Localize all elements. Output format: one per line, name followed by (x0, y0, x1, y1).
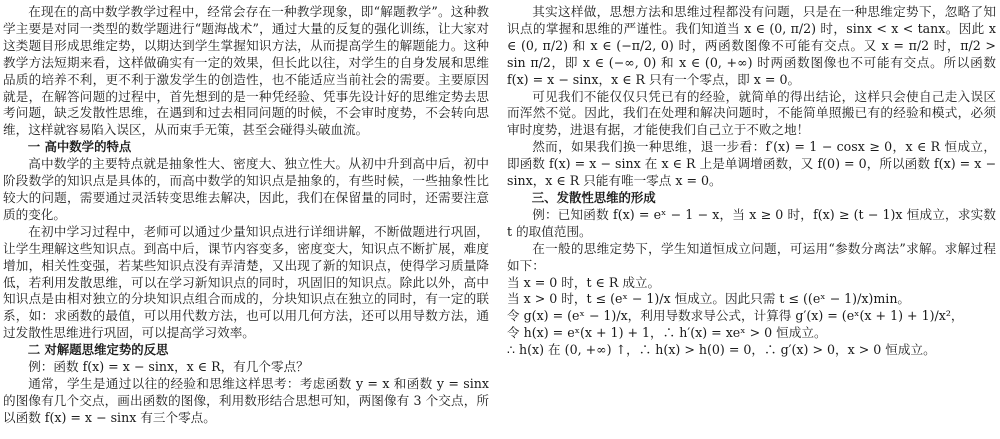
solution-step-5: ∴ h(x) 在 (0, +∞) ↑，∴ h(x) > h(0) = 0，∴ g′(x) > 0，x > 0 恒成立。 (507, 342, 936, 358)
solution-step-4: 令 h(x) = eˣ(x + 1) + 1，∴ h′(x) = xeˣ > 0 恒成立。 (507, 325, 827, 341)
section1-paragraph-2: 在初中学习过程中，老师可以通过少量知识点进行详细讲解，不断做题进行巩固，让学生理解这些知识点。到高中后，课节内容变多，密度变大，知识点不断扩展，难度增加，相关性变强，若某些知识点没有弄清楚，又出现了新的知识点，使得学习质量降低，若利用发散思维，可以在学习新知识点的同时，巩固旧的知识点。除此以外，高中知识点是由相对独立的分块知识点组合而成的，分块知识点在独立的同时，有一定的联系，如：求函数的最值，可以用代数方法，也可以用几何方法，还可以用导数方法，通过发散性思维进行巩固，可以提高学习效率。 (3, 223, 489, 341)
solution-step-2: 当 x > 0 时，t ≤ (eˣ − 1)/x 恒成立。因此只需 t ≤ ((eˣ − 1)/x)min。 (507, 291, 911, 307)
right-column (507, 4, 996, 359)
section-heading-1: 一 高中数学的特点 (27, 139, 132, 155)
solution-step-3: 令 g(x) = (eˣ − 1)/x，利用导数求导公式，计算得 g′(x) = (eˣ(x + 1) + 1)/x²， (507, 308, 964, 324)
reflection-paragraph: 可见我们不能仅仅只凭已有的经验，就简单的得出结论，这样只会使自己走入误区而浑然不觉。因此，我们在处理和解决问题时，不能简单照搬已有的经验和模式，必须审时度势，进退有据，才能使我们自己立于不败之地！ (507, 88, 996, 138)
solution-step-1: 当 x = 0 时，t ∈ R 成立。 (507, 274, 661, 290)
parameter-separation-intro: 在一般的思维定势下，学生知道恒成立问题，可运用“参数分离法”求解。求解过程如下： (507, 240, 996, 273)
example-1-usual-solution: 通常，学生是通过以往的经验和思维这样思考：考虑函数 y = x 和函数 y = sinx 的图像有几个交点，画出函数的图像，利用数形结合思想可知，两图像有 3 个交点，所以函数 f(x) = x − sinx 有三个零点。 (3, 375, 489, 425)
left-column (3, 4, 489, 427)
section-heading-3: 三、发散性思维的形成 (531, 189, 656, 205)
rigorous-analysis-paragraph: 其实这样做，思想方法和思维过程都没有问题，只是在一种思维定势下，忽略了知识点的掌握和思维的严谨性。我们知道当 x ∈ (0, π/2) 时，sinx < x < tanx。因此 x ∈ (0, π/2) 和 x ∈ (−π/2, 0) 时，两函数图像不可能有交点。又 x = π/2 时，π/2 > sin π/2，即 x ∈ (−∞, 0) 和 x ∈ (0, +∞) 时两函数图像也不可能有交点。所以函数 f(x) = x − sinx，x ∈ R 只有一个零点，即 x = 0。 (507, 4, 996, 87)
example-1-question: 例：函数 f(x) = x − sinx，x ∈ R，有几个零点？ (28, 359, 309, 375)
derivative-method-paragraph: 然而，如果我们换一种思维，退一步看：f′(x) = 1 − cosx ≥ 0，x ∈ R 恒成立，即函数 f(x) = x − sinx 在 x ∈ R 上是单调增函数，又 f(0) = 0，所以函数 f(x) = x − sinx，x ∈ R 只能有唯一零点 x = 0。 (507, 139, 996, 189)
intro-paragraph: 在现在的高中数学教学过程中，经常会存在一种教学现象，即“解题教学”。这种教学主要是对同一类型的数学题进行“题海战术”，通过大量的反复的强化训练，让大家对这类题目形成思维定势，以期达到学生掌握知识方法，从而提高学生的解题能力。这种教学方法短期来看，这样做确实有一定的效果，但长此以往，对学生的自身发展和思维品质的培养不利，更不利于激发学生的创造性，也不能适应当前社会的需要。主要原因就是，在解答问题的过程中，首先想到的是一种凭经验、凭事先设计好的思维定势去思考问题，缺乏发散性思维，在遇到和过去相同问题的时候，不会审时度势，不会转向思维，这样就容易陷入误区，从而束手无策，甚至会碰得头破血流。 (3, 4, 489, 138)
example-2-question: 例：已知函数 f(x) = eˣ − 1 − x，当 x ≥ 0 时，f(x) ≥ (t − 1)x 恒成立，求实数 t 的取值范围。 (507, 206, 996, 239)
section-heading-2: 二 对解题思维定势的反思 (27, 342, 169, 358)
section1-paragraph-1: 高中数学的主要特点就是抽象性大、密度大、独立性大。从初中升到高中后，初中阶段数学的知识点是具体的，而高中数学的知识点是抽象的，有些时候，一些抽象性比较大的问题，需要通过灵活转变思维去解决，因此，我们在保留量的同时，还需要注意质的变化。 (3, 156, 489, 222)
